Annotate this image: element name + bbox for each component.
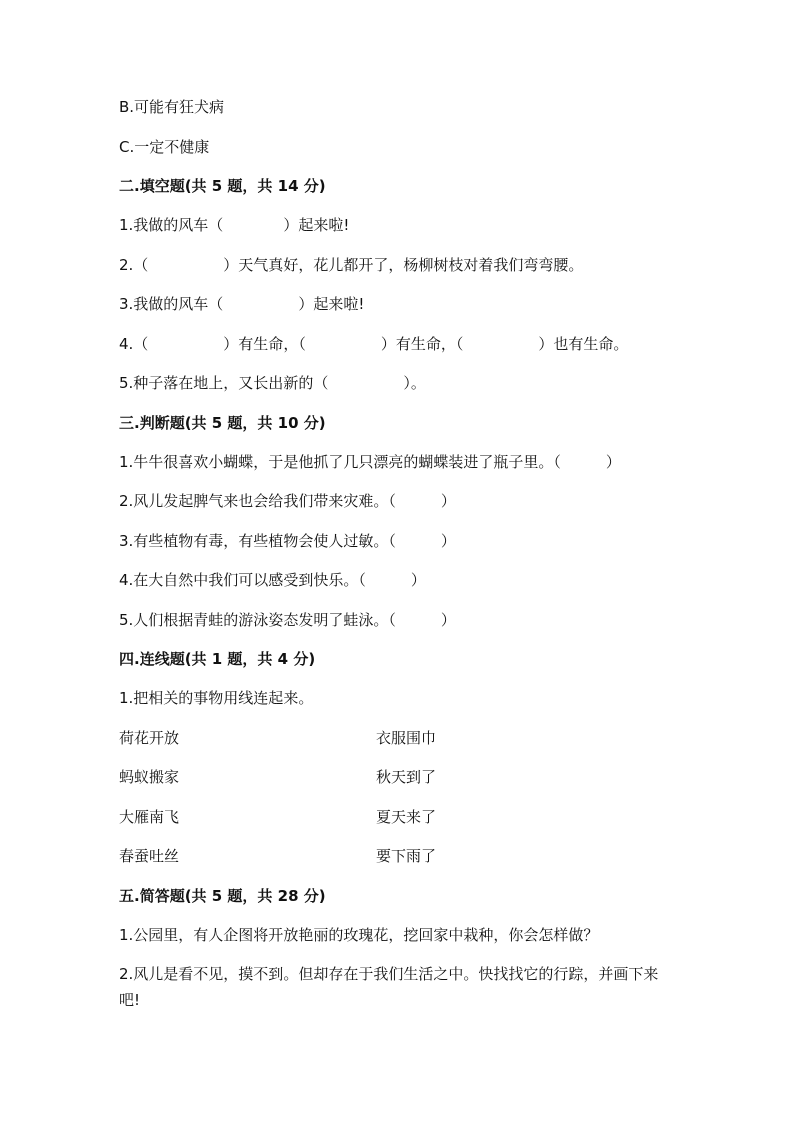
true-false-question-5: 5.人们根据青蛙的游泳姿态发明了蛙泳。（ ）: [119, 611, 456, 629]
fill-blank-question-1: 1.我做的风车（ ）起来啦!: [119, 216, 350, 234]
true-false-question-4: 4.在大自然中我们可以感受到快乐。（ ）: [119, 571, 426, 589]
matching-instruction: 1.把相关的事物用线连起来。: [119, 689, 314, 707]
short-answer-question-1: 1.公园里，有人企图将开放艳丽的玫瑰花，挖回家中栽种，你会怎样做？: [119, 926, 599, 944]
true-false-question-2: 2.风儿发起脾气来也会给我们带来灾难。（ ）: [119, 492, 456, 510]
matching-right-item-2: 秋天到了: [376, 768, 437, 786]
section-heading-short-answer: 五.简答题(共 5 题，共 28 分): [119, 887, 326, 905]
true-false-question-3: 3.有些植物有毒，有些植物会使人过敏。（ ）: [119, 532, 456, 550]
choice-option-c: C.一定不健康: [119, 138, 210, 156]
matching-left-item-2: 蚂蚁搬家: [119, 768, 180, 786]
matching-left-item-1: 荷花开放: [119, 729, 180, 747]
fill-blank-question-5: 5.种子落在地上，又长出新的（ ）。: [119, 374, 426, 392]
matching-right-item-3: 夏天来了: [376, 808, 437, 826]
short-answer-question-2: 2.风儿是看不见，摸不到。但却存在于我们生活之中。快找找它的行踪，并画下来吧!: [119, 965, 659, 1009]
fill-blank-question-3: 3.我做的风车（ ）起来啦!: [119, 295, 365, 313]
matching-left-item-4: 春蚕吐丝: [119, 847, 180, 865]
matching-left-item-3: 大雁南飞: [119, 808, 180, 826]
section-heading-matching: 四.连线题(共 1 题，共 4 分): [119, 650, 316, 668]
matching-right-item-1: 衣服围巾: [376, 729, 437, 747]
fill-blank-question-4: 4.（ ）有生命，（ ）有生命，（ ）也有生命。: [119, 335, 629, 353]
fill-blank-question-2: 2.（ ）天气真好，花儿都开了，杨柳树枝对着我们弯弯腰。: [119, 256, 584, 274]
matching-right-item-4: 要下雨了: [376, 847, 437, 865]
section-heading-true-false: 三.判断题(共 5 题，共 10 分): [119, 414, 326, 432]
section-heading-fill-blank: 二.填空题(共 5 题，共 14 分): [119, 177, 326, 195]
choice-option-b: B.可能有狂犬病: [119, 98, 225, 116]
true-false-question-1: 1.牛牛很喜欢小蝴蝶，于是他抓了几只漂亮的蝴蝶装进了瓶子里。（ ）: [119, 453, 621, 471]
